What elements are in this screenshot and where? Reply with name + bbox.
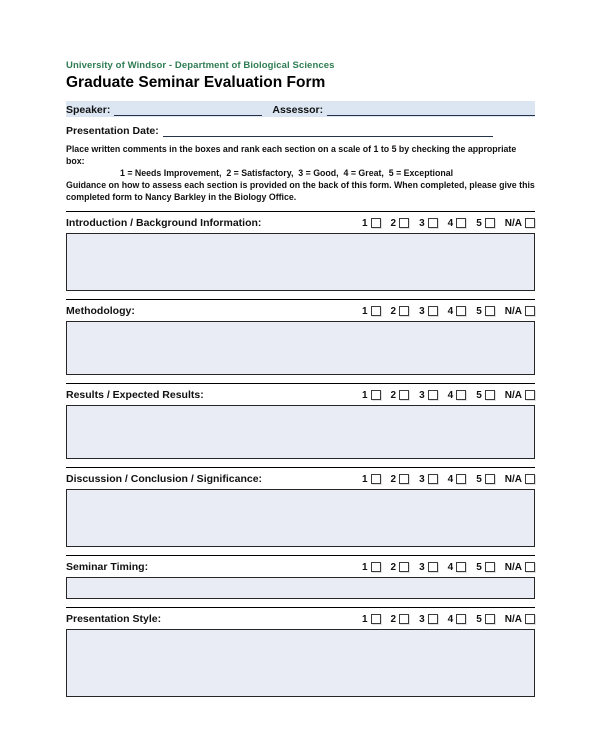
checkbox-4[interactable] — [456, 562, 466, 572]
section-header — [66, 472, 535, 486]
section-header — [66, 612, 535, 626]
instructions-guidance: Guidance on how to assess each section is provided on the back of this form. When completed, please give this completed form to Nancy Barkley in the Biology Office. — [66, 180, 535, 202]
scale-number-1: 1 — [361, 305, 368, 317]
section-presentation-style — [66, 607, 535, 697]
section-label: Discussion / Conclusion / Significance: — [66, 473, 263, 485]
checkbox-na[interactable] — [525, 218, 535, 228]
speaker-input-line[interactable] — [114, 103, 262, 116]
checkbox-4[interactable] — [456, 306, 466, 316]
comment-box-style[interactable] — [66, 629, 535, 697]
scale-number-1: 1 — [361, 473, 368, 485]
section-discussion — [66, 467, 535, 547]
scale-number-5: 5 — [476, 613, 482, 625]
scale-number-3: 3 — [419, 613, 425, 625]
scale-number-2: 2 — [390, 305, 397, 317]
scale-number-3: 3 — [419, 389, 425, 401]
comment-box-discussion[interactable] — [66, 489, 535, 547]
section-label: Introduction / Background Information: — [66, 217, 262, 229]
scale-number-2: 2 — [390, 473, 397, 485]
checkbox-1[interactable] — [371, 306, 381, 316]
section-header — [66, 216, 535, 230]
scale-number-2: 2 — [390, 561, 397, 573]
speaker-label: Speaker: — [66, 104, 111, 116]
scale-number-2: 2 — [390, 613, 397, 625]
checkbox-4[interactable] — [456, 614, 466, 624]
comment-box-timing[interactable] — [66, 577, 535, 599]
checkbox-5[interactable] — [485, 562, 495, 572]
section-methodology — [66, 299, 535, 375]
rating-scale — [362, 614, 535, 625]
checkbox-2[interactable] — [399, 562, 409, 572]
checkbox-na[interactable] — [525, 614, 535, 624]
checkbox-1[interactable] — [371, 562, 381, 572]
checkbox-3[interactable] — [428, 306, 438, 316]
scale-number-5: 5 — [476, 473, 482, 485]
checkbox-4[interactable] — [456, 218, 466, 228]
checkbox-1[interactable] — [371, 474, 381, 484]
scale-number-4: 4 — [447, 389, 454, 401]
checkbox-4[interactable] — [456, 474, 466, 484]
checkbox-na[interactable] — [525, 306, 535, 316]
scale-number-5: 5 — [476, 305, 482, 317]
checkbox-na[interactable] — [525, 474, 535, 484]
checkbox-na[interactable] — [525, 562, 535, 572]
rating-scale — [362, 390, 535, 401]
instructions-block — [66, 143, 535, 203]
scale-label-na: N/A — [504, 305, 522, 317]
scale-number-2: 2 — [390, 389, 397, 401]
checkbox-5[interactable] — [485, 306, 495, 316]
section-introduction — [66, 211, 535, 291]
scale-number-3: 3 — [419, 305, 425, 317]
scale-number-5: 5 — [476, 561, 482, 573]
section-header — [66, 304, 535, 318]
comment-box-methodology[interactable] — [66, 321, 535, 375]
instructions-scale-key: 1 = Needs Improvement, 2 = Satisfactory, 3 = Good, 4 = Great, 5 = Exceptional — [120, 168, 454, 178]
scale-number-4: 4 — [447, 305, 454, 317]
section-seminar-timing — [66, 555, 535, 599]
scale-label-na: N/A — [504, 613, 522, 625]
checkbox-2[interactable] — [399, 474, 409, 484]
comment-box-introduction[interactable] — [66, 233, 535, 291]
assessor-input-line[interactable] — [327, 103, 535, 116]
presentation-date-label: Presentation Date: — [66, 125, 159, 137]
checkbox-4[interactable] — [456, 390, 466, 400]
checkbox-5[interactable] — [485, 218, 495, 228]
checkbox-2[interactable] — [399, 306, 409, 316]
checkbox-na[interactable] — [525, 390, 535, 400]
scale-label-na: N/A — [504, 473, 522, 485]
checkbox-3[interactable] — [428, 614, 438, 624]
scale-number-5: 5 — [476, 217, 482, 229]
scale-label-na: N/A — [504, 217, 522, 229]
scale-number-1: 1 — [361, 389, 368, 401]
scale-number-1: 1 — [361, 561, 368, 573]
checkbox-3[interactable] — [428, 562, 438, 572]
scale-label-na: N/A — [504, 389, 522, 401]
checkbox-2[interactable] — [399, 390, 409, 400]
scale-number-3: 3 — [419, 561, 425, 573]
checkbox-3[interactable] — [428, 218, 438, 228]
checkbox-2[interactable] — [399, 614, 409, 624]
section-label: Presentation Style: — [66, 613, 162, 625]
checkbox-5[interactable] — [485, 614, 495, 624]
checkbox-1[interactable] — [371, 614, 381, 624]
scale-number-4: 4 — [447, 217, 454, 229]
form-title: Graduate Seminar Evaluation Form — [66, 74, 326, 91]
department-header: University of Windsor - Department of Biological Sciences — [66, 60, 335, 71]
checkbox-3[interactable] — [428, 474, 438, 484]
scale-number-3: 3 — [419, 217, 425, 229]
instructions-line1: Place written comments in the boxes and rank each section on a scale of 1 to 5 by checking the appropriate box: — [66, 144, 517, 166]
checkbox-5[interactable] — [485, 474, 495, 484]
scale-number-5: 5 — [476, 389, 482, 401]
section-label: Results / Expected Results: — [66, 389, 204, 401]
checkbox-1[interactable] — [371, 390, 381, 400]
section-label: Methodology: — [66, 305, 135, 317]
comment-box-results[interactable] — [66, 405, 535, 459]
speaker-assessor-row — [66, 101, 535, 117]
scale-number-2: 2 — [390, 217, 397, 229]
scale-number-1: 1 — [361, 217, 368, 229]
scale-number-1: 1 — [361, 613, 368, 625]
rating-scale — [362, 306, 535, 317]
checkbox-1[interactable] — [371, 218, 381, 228]
checkbox-3[interactable] — [428, 390, 438, 400]
scale-label-na: N/A — [504, 561, 522, 573]
scale-number-4: 4 — [447, 613, 454, 625]
presentation-date-row — [66, 122, 535, 138]
presentation-date-input-line[interactable] — [163, 124, 493, 137]
rating-scale — [362, 218, 535, 229]
checkbox-5[interactable] — [485, 390, 495, 400]
checkbox-2[interactable] — [399, 218, 409, 228]
scale-number-4: 4 — [447, 473, 454, 485]
section-label: Seminar Timing: — [66, 561, 149, 573]
section-header — [66, 388, 535, 402]
rating-scale — [362, 562, 535, 573]
rating-scale — [362, 474, 535, 485]
section-header — [66, 560, 535, 574]
scale-number-3: 3 — [419, 473, 425, 485]
scale-number-4: 4 — [447, 561, 454, 573]
section-results — [66, 383, 535, 459]
assessor-label: Assessor: — [272, 104, 324, 116]
